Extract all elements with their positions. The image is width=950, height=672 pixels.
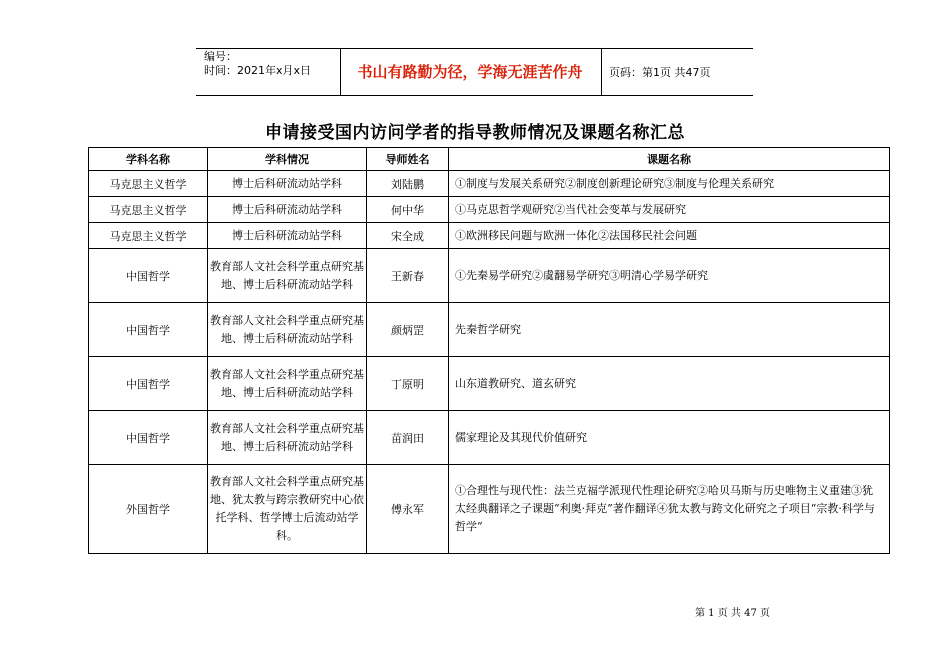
table-header-row [89,148,890,171]
page-footer: 第 1 页 共 47 页 [695,608,770,619]
subject-cell: 马克思主义哲学 [89,171,208,197]
situation-cell: 教育部人文社会科学重点研究基地、博士后科研流动站学科 [208,357,367,411]
subject-cell: 马克思主义哲学 [89,197,208,223]
advisor-cell: 宋全成 [367,223,449,249]
table-row [89,411,890,465]
column-header: 课题名称 [449,148,890,171]
subject-cell: 马克思主义哲学 [89,223,208,249]
table-row [89,197,890,223]
code-label: 编号： [204,50,237,63]
situation-cell: 教育部人文社会科学重点研究基地、博士后科研流动站学科 [208,249,367,303]
table-row [89,357,890,411]
header-meta [204,50,311,78]
document-title: 申请接受国内访问学者的指导教师情况及课题名称汇总 [265,123,685,143]
subject-cell: 中国哲学 [89,357,208,411]
topics-cell: ①合理性与现代性：法兰克福学派现代性理论研究②哈贝马斯与历史唯物主义重建③犹太经典翻译之子课题“利奥·拜克”著作翻译④犹太教与跨文化研究之子项目“宗教·科学与哲学” [449,465,890,554]
column-header: 导师姓名 [367,148,449,171]
time-label: 时间：2021年x月x日 [204,64,312,77]
advisor-table [88,147,890,554]
header-bottom-rule [196,95,753,96]
subject-cell: 中国哲学 [89,249,208,303]
advisor-cell: 傅永军 [367,465,449,554]
table-row [89,303,890,357]
topics-cell: 先秦哲学研究 [449,303,890,357]
advisor-cell: 刘陆鹏 [367,171,449,197]
situation-cell: 博士后科研流动站学科 [208,223,367,249]
advisor-cell: 丁原明 [367,357,449,411]
advisor-cell: 王新春 [367,249,449,303]
column-header: 学科名称 [89,148,208,171]
subject-cell: 中国哲学 [89,303,208,357]
situation-cell: 教育部人文社会科学重点研究基地、博士后科研流动站学科 [208,303,367,357]
topics-cell: ①马克思哲学观研究②当代社会变革与发展研究 [449,197,890,223]
subject-cell: 中国哲学 [89,411,208,465]
subject-cell: 外国哲学 [89,465,208,554]
table-row [89,249,890,303]
situation-cell: 博士后科研流动站学科 [208,171,367,197]
table-row [89,465,890,554]
topics-cell: 山东道教研究、道玄研究 [449,357,890,411]
header-motto: 书山有路勤为径，学海无涯苦作舟 [357,63,583,81]
column-header: 学科情况 [208,148,367,171]
topics-cell: ①制度与发展关系研究②制度创新理论研究③制度与伦理关系研究 [449,171,890,197]
situation-cell: 教育部人文社会科学重点研究基地、犹太教与跨宗教研究中心依托学科、哲学博士后流动站学科。 [208,465,367,554]
situation-cell: 教育部人文社会科学重点研究基地、博士后科研流动站学科 [208,411,367,465]
situation-cell: 博士后科研流动站学科 [208,197,367,223]
topics-cell: ①欧洲移民问题与欧洲一体化②法国移民社会问题 [449,223,890,249]
table-row [89,171,890,197]
header-divider [601,48,602,95]
table-row [89,223,890,249]
advisor-cell: 颜炳罡 [367,303,449,357]
advisor-cell: 苗润田 [367,411,449,465]
topics-cell: ①先秦易学研究②虞翻易学研究③明清心学易学研究 [449,249,890,303]
header-page-info: 页码：第1页 共47页 [609,66,711,79]
advisor-cell: 何中华 [367,197,449,223]
topics-cell: 儒家理论及其现代价值研究 [449,411,890,465]
